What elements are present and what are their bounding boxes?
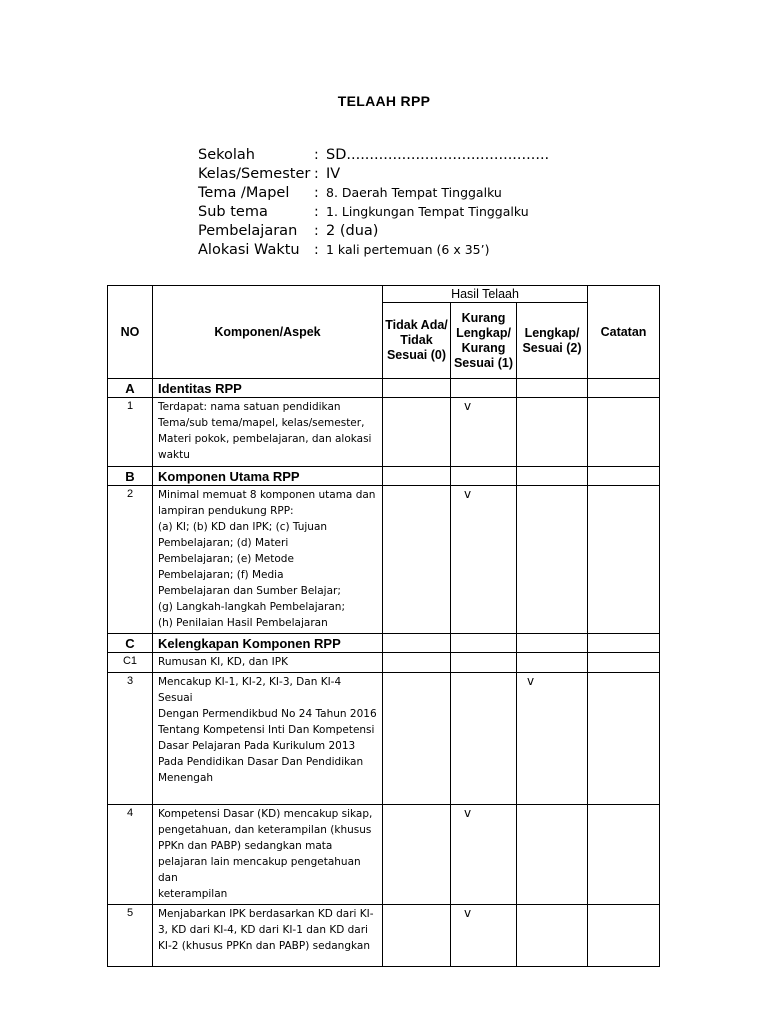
section-letter: C xyxy=(108,634,153,653)
empty-cell xyxy=(517,379,588,398)
description-line: waktu xyxy=(158,449,190,461)
check-mark: v xyxy=(464,906,472,920)
empty-cell xyxy=(517,467,588,486)
description-line: (a) KI; (b) KD dan IPK; (c) Tujuan xyxy=(158,521,328,533)
empty-cell xyxy=(383,634,451,653)
check-mark: v xyxy=(464,806,472,820)
description-line: Pada Pendidikan Dasar Dan Pendidikan xyxy=(158,756,364,768)
header-catatan: Catatan xyxy=(588,286,660,379)
catatan-cell xyxy=(588,398,660,467)
info-colon: : xyxy=(314,184,319,201)
aspect-description xyxy=(153,486,383,634)
header-no: NO xyxy=(108,286,153,379)
row-number: 5 xyxy=(108,905,153,967)
section-letter: A xyxy=(108,379,153,398)
aspect-description xyxy=(153,673,383,805)
description-line: Pembelajaran; (f) Media xyxy=(158,569,284,581)
empty-cell xyxy=(451,467,517,486)
description-line: Pembelajaran; (e) Metode xyxy=(158,553,294,565)
table-row xyxy=(108,673,660,805)
score-cell xyxy=(383,905,451,967)
score-cell xyxy=(451,653,517,673)
score-cell xyxy=(383,486,451,634)
description-line: Dengan Permendikbud No 24 Tahun 2016 xyxy=(158,708,377,720)
empty-cell xyxy=(383,379,451,398)
table-row xyxy=(108,805,660,905)
info-value: 1 kali pertemuan (6 x 35’) xyxy=(326,242,490,257)
info-value: IV xyxy=(326,165,341,182)
description-line: keterampilan xyxy=(158,888,228,900)
description-line: Tema/sub tema/mapel, kelas/semester, xyxy=(158,417,365,429)
aspect-description xyxy=(153,905,383,967)
info-colon: : xyxy=(314,165,319,182)
info-row xyxy=(198,202,549,221)
row-number: 2 xyxy=(108,486,153,634)
empty-cell xyxy=(383,467,451,486)
info-value: SD............................................ xyxy=(326,146,550,163)
info-label: Alokasi Waktu xyxy=(198,241,300,258)
info-row xyxy=(198,164,549,183)
description-line: Pembelajaran; (d) Materi xyxy=(158,537,289,549)
table-row xyxy=(108,905,660,967)
description-line: Rumusan KI, KD, dan IPK xyxy=(158,656,288,668)
document-title: TELAAH RPP xyxy=(337,93,431,109)
description-line: Mencakup KI-1, KI-2, KI-3, Dan KI-4 Sesuai xyxy=(158,676,342,704)
catatan-cell xyxy=(588,673,660,805)
row-number: C1 xyxy=(108,653,153,673)
info-label: Sub tema xyxy=(198,203,268,220)
description-line: Dasar Pelajaran Pada Kurikulum 2013 xyxy=(158,740,356,752)
table-row xyxy=(108,398,660,467)
catatan-cell xyxy=(588,653,660,673)
description-line: Menengah xyxy=(158,772,214,784)
score-cell xyxy=(517,398,588,467)
catatan-cell xyxy=(588,805,660,905)
description-line: KI-2 (khusus PPKn dan PABP) sedangkan xyxy=(158,940,370,952)
description-line: dan xyxy=(158,872,178,884)
score-cell xyxy=(517,805,588,905)
score-cell xyxy=(451,905,517,967)
section-row xyxy=(108,379,660,398)
info-value: 8. Daerah Tempat Tinggalku xyxy=(326,185,502,200)
section-row xyxy=(108,467,660,486)
description-line xyxy=(158,786,378,802)
score-cell xyxy=(517,653,588,673)
empty-cell xyxy=(588,379,660,398)
score-cell xyxy=(451,673,517,805)
description-line: (h) Penilaian Hasil Pembelajaran xyxy=(158,617,328,629)
score-cell xyxy=(451,805,517,905)
table-row xyxy=(108,653,660,673)
description-line: Terdapat: nama satuan pendidikan xyxy=(158,401,341,413)
rpp-info-block xyxy=(198,145,549,259)
empty-cell xyxy=(517,634,588,653)
empty-cell xyxy=(451,379,517,398)
description-line: Minimal memuat 8 komponen utama dan xyxy=(158,489,376,501)
info-label: Pembelajaran xyxy=(198,222,298,239)
section-title: Komponen Utama RPP xyxy=(153,467,383,486)
info-row xyxy=(198,183,549,202)
score-cell xyxy=(517,673,588,805)
header-kurang-sesuai: Kurang Lengkap/ Kurang Sesuai (1) xyxy=(451,303,517,379)
section-title: Kelengkapan Komponen RPP xyxy=(153,634,383,653)
info-colon: : xyxy=(314,222,319,239)
description-line: Materi pokok, pembelajaran, dan alokasi xyxy=(158,433,372,445)
score-cell xyxy=(383,805,451,905)
empty-cell xyxy=(588,634,660,653)
info-label: Sekolah xyxy=(198,146,255,163)
catatan-cell xyxy=(588,905,660,967)
description-line: (g) Langkah-langkah Pembelajaran; xyxy=(158,601,345,613)
description-line: PPKn dan PABP) sedangkan mata xyxy=(158,840,333,852)
description-line: pelajaran lain mencakup pengetahuan xyxy=(158,856,361,868)
catatan-cell xyxy=(588,486,660,634)
aspect-description xyxy=(153,398,383,467)
empty-cell xyxy=(588,467,660,486)
description-line: Menjabarkan IPK berdasarkan KD dari KI- xyxy=(158,908,374,920)
description-line: Tentang Kompetensi Inti Dan Kompetensi xyxy=(158,724,375,736)
score-cell xyxy=(451,398,517,467)
score-cell xyxy=(451,486,517,634)
check-mark: v xyxy=(464,399,472,413)
info-colon: : xyxy=(314,146,319,163)
info-row xyxy=(198,221,549,240)
section-letter: B xyxy=(108,467,153,486)
description-line: lampiran pendukung RPP: xyxy=(158,505,294,517)
info-value: 2 (dua) xyxy=(326,222,379,239)
row-number: 4 xyxy=(108,805,153,905)
score-cell xyxy=(383,398,451,467)
score-cell xyxy=(383,653,451,673)
description-line: Kompetensi Dasar (KD) mencakup sikap, xyxy=(158,808,373,820)
header-komponen-aspek: Komponen/Aspek xyxy=(153,286,383,379)
description-line: Pembelajaran dan Sumber Belajar; xyxy=(158,585,341,597)
score-cell xyxy=(517,905,588,967)
description-line: pengetahuan, dan keterampilan (khusus xyxy=(158,824,372,836)
info-label: Tema /Mapel xyxy=(198,184,290,201)
info-colon: : xyxy=(314,241,319,258)
info-label: Kelas/Semester xyxy=(198,165,311,182)
header-hasil-telaah: Hasil Telaah xyxy=(383,286,588,303)
header-tidak-sesuai: Tidak Ada/ Tidak Sesuai (0) xyxy=(383,303,451,379)
score-cell xyxy=(517,486,588,634)
header-lengkap-sesuai: Lengkap/ Sesuai (2) xyxy=(517,303,588,379)
info-value: 1. Lingkungan Tempat Tinggalku xyxy=(326,204,529,219)
aspect-description xyxy=(153,653,383,673)
info-row xyxy=(198,145,549,164)
empty-cell xyxy=(451,634,517,653)
aspect-description xyxy=(153,805,383,905)
info-row xyxy=(198,240,549,259)
row-number: 3 xyxy=(108,673,153,805)
row-number: 1 xyxy=(108,398,153,467)
description-line: 3, KD dari KI-4, KD dari KI-1 dan KD dari xyxy=(158,924,368,936)
score-cell xyxy=(383,673,451,805)
info-colon: : xyxy=(314,203,319,220)
table-row xyxy=(108,486,660,634)
telaah-table xyxy=(107,285,660,967)
check-mark: v xyxy=(464,487,472,501)
section-row xyxy=(108,634,660,653)
check-mark: v xyxy=(527,674,535,688)
section-title: Identitas RPP xyxy=(153,379,383,398)
